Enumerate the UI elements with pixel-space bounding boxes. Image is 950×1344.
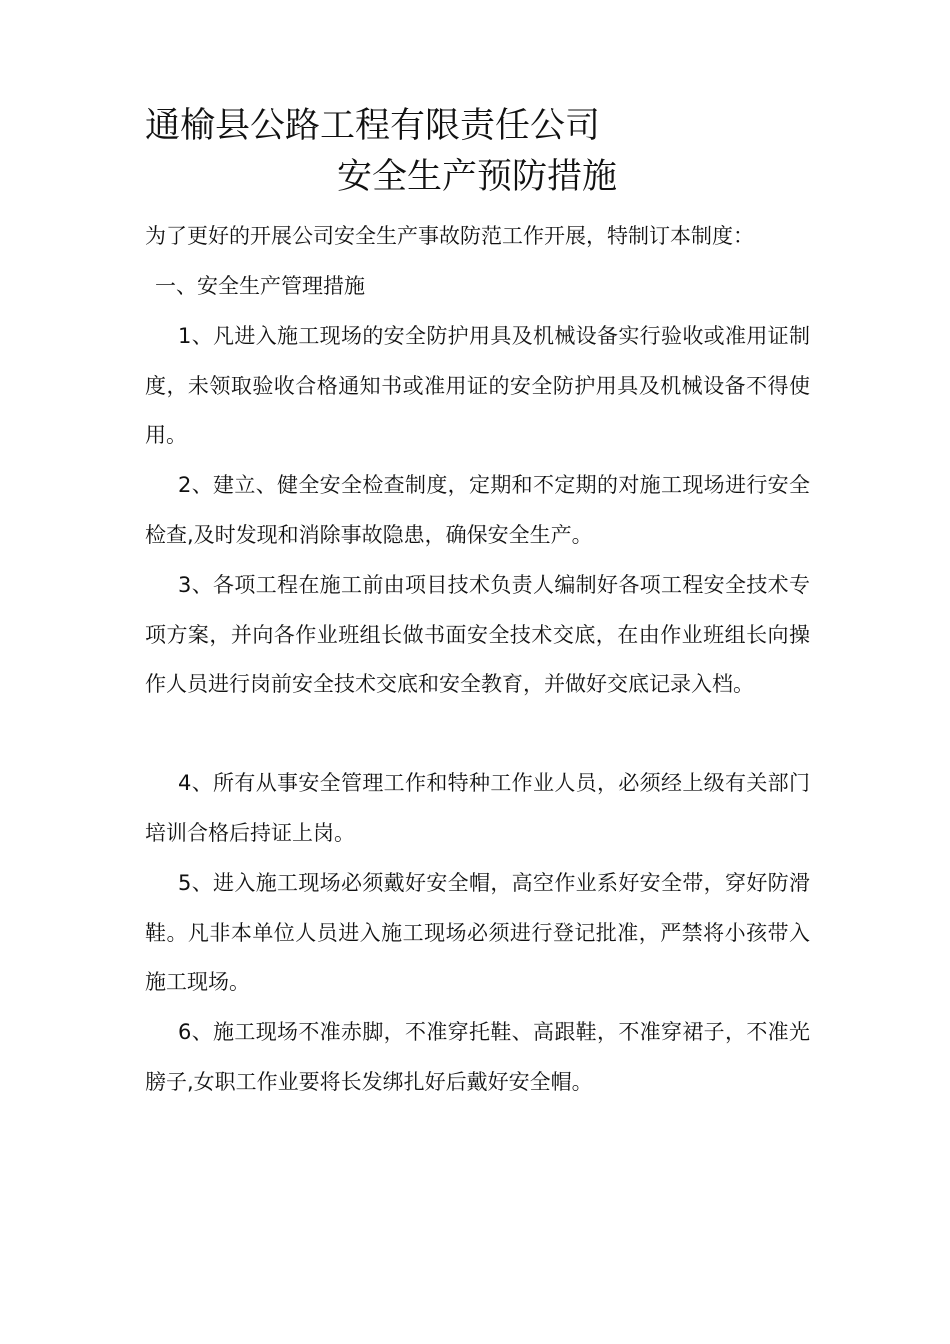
measure-item-5: 5、进入施工现场必须戴好安全帽，高空作业系好安全带，穿好防滑鞋。凡非本单位人员进入施工现场必须进行登记批准，严禁将小孩带入施工现场。 xyxy=(145,871,810,995)
measure-item-1: 1、凡进入施工现场的安全防护用具及机械设备实行验收或准用证制度，未领取验收合格通知书或准用证的安全防护用具及机械设备不得使用。 xyxy=(145,324,810,448)
intro-paragraph: 为了更好的开展公司安全生产事故防范工作开展，特制订本制度： xyxy=(145,224,754,248)
measure-item-3: 3、各项工程在施工前由项目技术负责人编制好各项工程安全技术专项方案，并向各作业班组长做书面安全技术交底，在由作业班组长向操作人员进行岗前安全技术交底和安全教育，并做好交底记录入档。 xyxy=(145,573,810,697)
measure-item-6: 6、施工现场不准赤脚，不准穿托鞋、高跟鞋，不准穿裙子，不准光膀子,女职工作业要将长发绑扎好后戴好安全帽。 xyxy=(145,1020,810,1094)
document-title-subject: 安全生产预防措施 xyxy=(337,157,618,197)
measure-item-4: 4、所有从事安全管理工作和特种工作业人员，必须经上级有关部门培训合格后持证上岗。 xyxy=(145,771,810,845)
section-heading: 一、安全生产管理措施 xyxy=(155,274,365,298)
measure-item-2: 2、建立、健全安全检查制度，定期和不定期的对施工现场进行安全检查,及时发现和消除事故隐患，确保安全生产。 xyxy=(145,473,810,547)
document-title-company: 通榆县公路工程有限责任公司 xyxy=(145,106,601,146)
